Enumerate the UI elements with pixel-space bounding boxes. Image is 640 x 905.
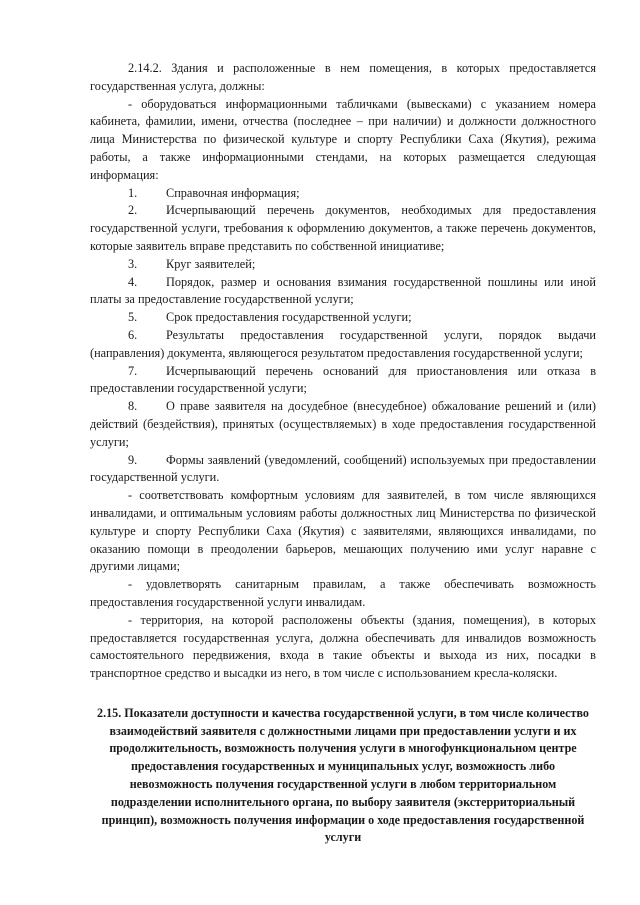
- list-item: 2. Исчерпывающий перечень документов, необходимых для предоставления государственной услуги, требования к оформлению документов, а также перечень документов, которые заявитель вправе представить по собственной инициативе;: [90, 203, 596, 253]
- list-item: 1. Справочная информация;: [128, 185, 300, 200]
- bullet-territory: - территория, на которой расположены объекты (здания, помещения), в которых предоставляется государственная услуга, должна обеспечивать для инвалидов возможность самостоятельного передвижения, входа в такие объекты и выхода из них, посадки в транспортное средство и высадки из него, в том числе с использованием кресла-коляски.: [90, 612, 596, 681]
- list-item: 8. О праве заявителя на досудебное (внесудебное) обжалование решений и (или) действий (бездействия), принятых (осуществляемых) в ходе предоставления государственной услуги;: [90, 399, 596, 449]
- bullet-sanitary-rules: - удовлетворять санитарным правилам, а также обеспечивать возможность предоставления государственной услуги инвалидам.: [90, 577, 596, 609]
- section-heading: 2.15. Показатели доступности и качества государственной услуги, в том числе количество взаимодействий заявителя с должностными лицами при предоставлении услуги и их продолжительность, возможность получения услуги в многофункциональном центре предоставления государственных и муниципальных услуг, возможность либо невозможность получения государственной услуги в любом территориальном подразделении исполнительного органа, по выбору заявителя (экстерриториальный принцип), возможность получения информации о ходе предоставления государственной услуги: [97, 705, 589, 845]
- list-item: 7. Исчерпывающий перечень оснований для приостановления или отказа в предоставлении государственной услуги;: [90, 363, 596, 396]
- bullet-info-boards: - оборудоваться информационными табличками (вывесками) с указанием номера кабинета, фамилии, имени, отчества (последнее – при наличии) и должности должностного лица Министерства по физической культуре и спорту Республики Саха (Якутия), режима работы, а также информационными стендами, на которых размещается следующая информация:: [90, 96, 596, 182]
- list-item: 5. Срок предоставления государственной услуги;: [128, 310, 412, 325]
- intro-paragraph: 2.14.2. Здания и расположенные в нем помещения, в которых предоставляется государственная услуга, должны:: [90, 61, 596, 93]
- list-item: 9. Формы заявлений (уведомлений, сообщений) используемых при предоставлении государственной услуги.: [90, 452, 596, 485]
- document-page: [90, 60, 596, 847]
- list-item: 3. Круг заявителей;: [128, 256, 256, 271]
- list-item: 4. Порядок, размер и основания взимания государственной пошлины или иной платы за предоставление государственной услуги;: [90, 274, 596, 307]
- bullet-comfort-conditions: - соответствовать комфортным условиям для заявителей, в том числе являющихся инвалидами, и оптимальным условиям работы должностных лиц Министерства по физической культуре и спорту Республики Саха (Якутия) с заявителями, являющихся инвалидами, по оказанию помощи в преодолении барьеров, мешающих получению ими услуг наравне с другими лицами;: [90, 488, 596, 574]
- list-item: 6. Результаты предоставления государственной услуги, порядок выдачи (направления) документа, являющегося результатом предоставления государственной услуги;: [90, 327, 596, 360]
